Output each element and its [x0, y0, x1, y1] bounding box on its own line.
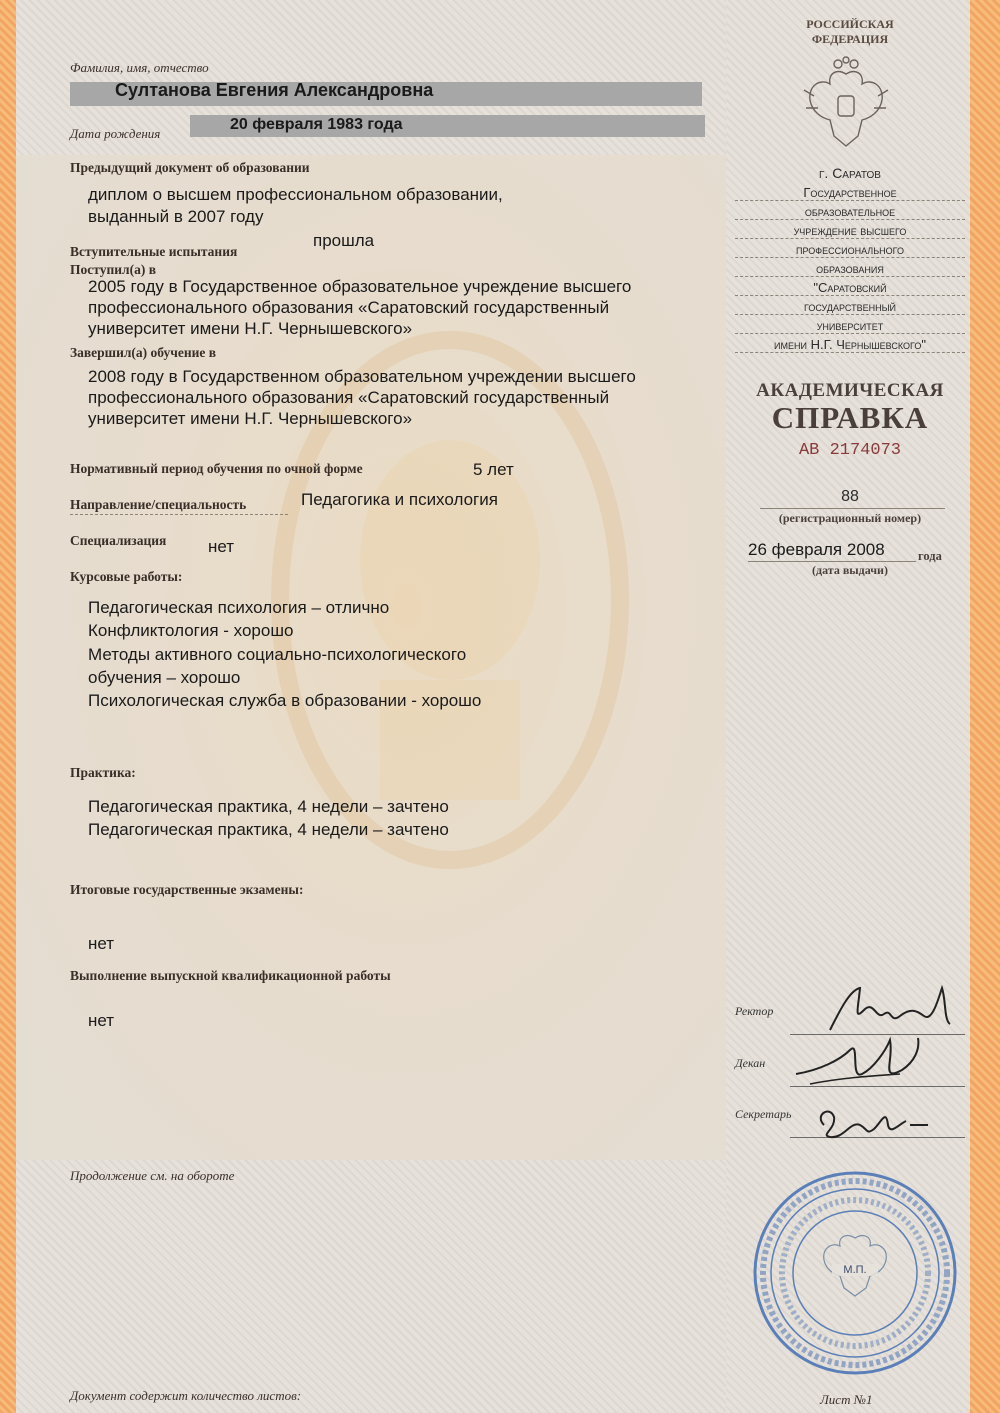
- admitted-line1: 2005 году в Государственное образовательное учреждение высшего: [88, 277, 632, 296]
- reg-number: 88: [841, 488, 859, 505]
- practice-label: Практика:: [70, 765, 136, 780]
- entrance-label: Вступительные испытания: [70, 244, 238, 259]
- prev-doc-label: Предыдущий документ об образовании: [70, 160, 310, 175]
- coursework-item: Педагогическая психология – отлично: [88, 598, 390, 617]
- prev-doc-line1: диплом о высшем профессиональном образовании,: [88, 185, 503, 204]
- serial-number: АВ 2174073: [798, 441, 902, 460]
- right-orange-border: [970, 0, 1000, 1413]
- institution-line: профессионального: [796, 242, 904, 257]
- coat-of-arms-icon: [800, 56, 892, 156]
- finished-line3: университет имени Н.Г. Чернышевского»: [88, 409, 413, 428]
- institution-line: имени Н.Г. Чернышевского": [774, 337, 926, 352]
- practice-item: Педагогическая практика, 4 недели – зачтено: [88, 797, 449, 816]
- finished-line1: 2008 году в Государственном образовательном учреждении высшего: [88, 367, 636, 386]
- institution-line: образовательное: [804, 204, 896, 219]
- continued-label: Продолжение см. на обороте: [70, 1168, 235, 1183]
- dean-signature-icon: [790, 1030, 930, 1090]
- left-orange-border: [0, 0, 16, 1413]
- sheet-number: Лист №1: [820, 1392, 873, 1407]
- secretary-signature-icon: [810, 1095, 930, 1145]
- admitted-line2: профессионального образования «Саратовский государственный: [88, 298, 610, 317]
- coursework-label: Курсовые работы:: [70, 569, 183, 584]
- inst-line-rule: [735, 295, 965, 296]
- issue-year-suffix: года: [918, 549, 942, 563]
- thesis-value: нет: [88, 1011, 115, 1030]
- finished-line2: профессионального образования «Саратовский государственный: [88, 388, 610, 407]
- direction-label: Направление/специальность: [70, 497, 247, 512]
- institution-line: государственный: [803, 299, 897, 314]
- issue-underline: [748, 561, 916, 562]
- doc-type-line1: АКАДЕМИЧЕСКАЯ: [756, 380, 944, 401]
- sheets-label: Документ содержит количество листов:: [70, 1388, 302, 1403]
- inst-line-rule: [735, 314, 965, 315]
- issue-date: 26 февраля 2008: [748, 540, 885, 559]
- coursework-item: Психологическая служба в образовании - хорошо: [88, 691, 482, 710]
- finished-label: Завершил(а) обучение в: [70, 345, 217, 360]
- dob-value: 20 февраля 1983 года: [230, 116, 403, 133]
- institution-line: Государственное: [803, 185, 897, 200]
- secretary-label: Секретарь: [735, 1107, 792, 1121]
- institution-line: "Саратовский: [813, 280, 887, 295]
- inst-line-rule: [735, 219, 965, 220]
- inst-line-rule: [735, 257, 965, 258]
- direction-value: Педагогика и психология: [301, 490, 498, 509]
- name-label: Фамилия, имя, отчество: [70, 60, 209, 75]
- reg-label: (регистрационный номер): [778, 511, 922, 525]
- institution-line: образования: [816, 261, 884, 276]
- inst-line-rule: [735, 200, 965, 201]
- inst-line-rule: [735, 333, 965, 334]
- stamp-center: М.П.: [832, 1264, 878, 1276]
- coursework-item: Конфликтология - хорошо: [88, 621, 294, 640]
- thesis-label: Выполнение выпускной квалификационной работы: [70, 968, 391, 983]
- specialization-label: Специализация: [70, 533, 167, 548]
- specialization-value: нет: [208, 537, 235, 556]
- country-line2: ФЕДЕРАЦИЯ: [811, 32, 889, 46]
- reg-underline: [760, 508, 945, 509]
- entrance-value: прошла: [313, 231, 375, 250]
- exams-value: нет: [88, 934, 115, 953]
- full-name: Султанова Евгения Александровна: [115, 80, 434, 100]
- institution-line: университет: [816, 318, 884, 333]
- practice-item: Педагогическая практика, 4 недели – зачтено: [88, 820, 449, 839]
- admitted-line3: университет имени Н.Г. Чернышевского»: [88, 319, 413, 338]
- period-label: Нормативный период обучения по очной форме: [70, 461, 363, 476]
- prev-doc-line2: выданный в 2007 году: [88, 207, 264, 226]
- exams-label: Итоговые государственные экзамены:: [70, 882, 304, 897]
- admitted-label: Поступил(а) в: [70, 262, 156, 277]
- inst-line-rule: [735, 276, 965, 277]
- city: г. Саратов: [819, 165, 881, 181]
- dean-label: Декан: [735, 1056, 766, 1070]
- country-line1: РОССИЙСКАЯ: [806, 17, 894, 31]
- institution-line: учреждение высшего: [793, 223, 907, 238]
- inst-line-rule: [735, 238, 965, 239]
- bottom-band: [16, 1160, 726, 1413]
- doc-type-line2: СПРАВКА: [771, 400, 929, 435]
- issue-label: (дата выдачи): [812, 563, 888, 577]
- direction-underline: [70, 514, 288, 515]
- coursework-item: обучения – хорошо: [88, 668, 241, 687]
- dob-label: Дата рождения: [70, 126, 161, 141]
- coursework-item: Методы активного социально-психологического: [88, 645, 467, 664]
- rector-label: Ректор: [735, 1004, 774, 1018]
- inst-line-rule: [735, 352, 965, 353]
- period-value: 5 лет: [473, 460, 514, 479]
